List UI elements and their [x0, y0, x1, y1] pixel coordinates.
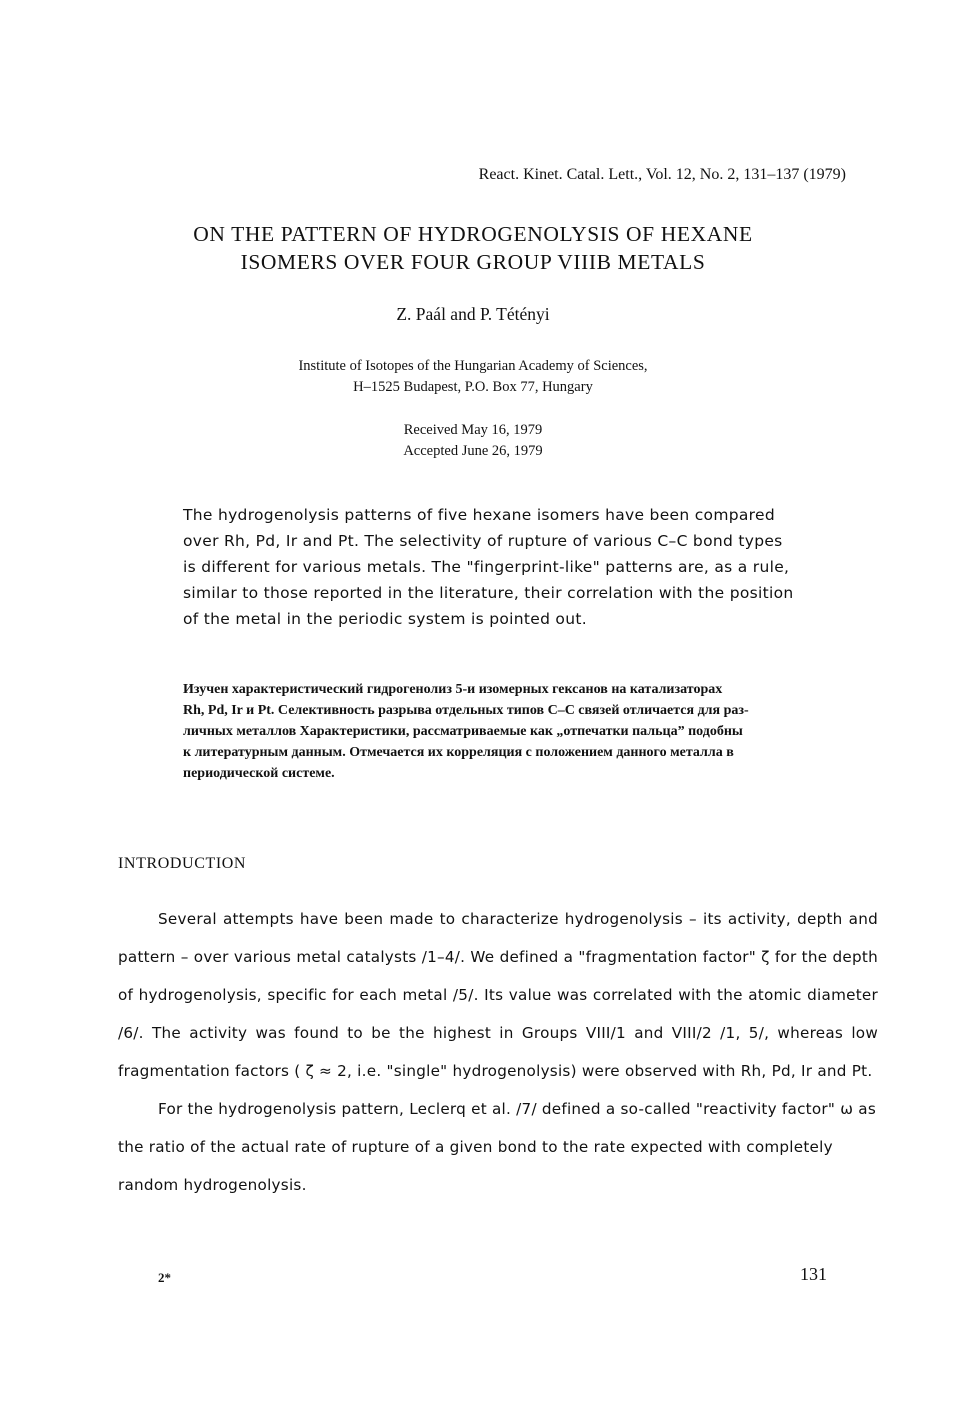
abstract-en-line: of the metal in the periodic system is pointed out. [183, 610, 587, 628]
page-number: 131 [800, 1264, 827, 1284]
introduction-body [118, 900, 878, 1204]
abstract-ru-line: личных металлов Характеристики, рассматриваемые как „отпечатки пальца” подобны [183, 724, 743, 739]
abstract-en-line: is different for various metals. The "fingerprint-like" patterns are, as a rule, [183, 558, 790, 576]
received-date: Received May 16, 1979 [403, 422, 543, 438]
title-line-1: ON THE PATTERN OF HYDROGENOLYSIS OF HEXANE [193, 222, 753, 246]
abstract-ru-line: периодической системе. [183, 766, 335, 781]
intro-paragraph-2: For the hydrogenolysis pattern, Leclerq et al. /7/ defined a so-called "reactivity factor" ω as the ratio of the actual rate of rupture of a given bond to the rate expected with completely random hydrogenolysis. [118, 1100, 877, 1194]
affiliation [0, 356, 946, 398]
abstract-en-line: The hydrogenolysis patterns of five hexane isomers have been compared [183, 506, 775, 524]
dates [0, 420, 946, 462]
abstract-russian [183, 679, 873, 784]
authors: Z. Paál and P. Tétényi [396, 304, 550, 324]
abstract-ru-line: к литературным данным. Отмечается их корреляция с положением данного металла в [183, 745, 734, 760]
abstract-english [183, 502, 863, 632]
abstract-ru-line: Rh, Pd, Ir и Pt. Селективность разрыва отдельных типов C–C связей отличается для раз- [183, 703, 749, 718]
section-heading-introduction: INTRODUCTION [118, 855, 247, 872]
paper-title [0, 220, 946, 276]
abstract-en-line: over Rh, Pd, Ir and Pt. The selectivity of rupture of various C–C bond types [183, 532, 783, 550]
footnote-mark: 2* [158, 1270, 171, 1285]
intro-paragraph-1: Several attempts have been made to characterize hydrogenolysis – its activity, depth and pattern – over various metal catalysts /1–4/. We defined a "fragmentation factor" ζ for the depth of hydrogenolysis, specific for each metal /5/. Its value was correlated with the atomic diameter /6/. The activity was found to be the highest in Groups VIII/1 and VIII/2 /1, 5/, whereas low fragmentation factors ( ζ ≈ 2, i.e. "single" hydrogenolysis) were observed with Rh, Pd, Ir and Pt. [118, 910, 878, 1080]
abstract-en-line: similar to those reported in the literature, their correlation with the position [183, 584, 794, 602]
abstract-ru-line: Изучен характеристический гидрогенолиз 5-и изомерных гексанов на катализаторах [183, 682, 723, 697]
affiliation-line-2: H–1525 Budapest, P.O. Box 77, Hungary [353, 379, 593, 395]
journal-reference: React. Kinet. Catal. Lett., Vol. 12, No. 2, 131–137 (1979) [478, 166, 846, 183]
title-line-2: ISOMERS OVER FOUR GROUP VIIIB METALS [240, 250, 706, 274]
accepted-date: Accepted June 26, 1979 [403, 443, 543, 459]
affiliation-line-1: Institute of Isotopes of the Hungarian Academy of Sciences, [298, 358, 648, 374]
